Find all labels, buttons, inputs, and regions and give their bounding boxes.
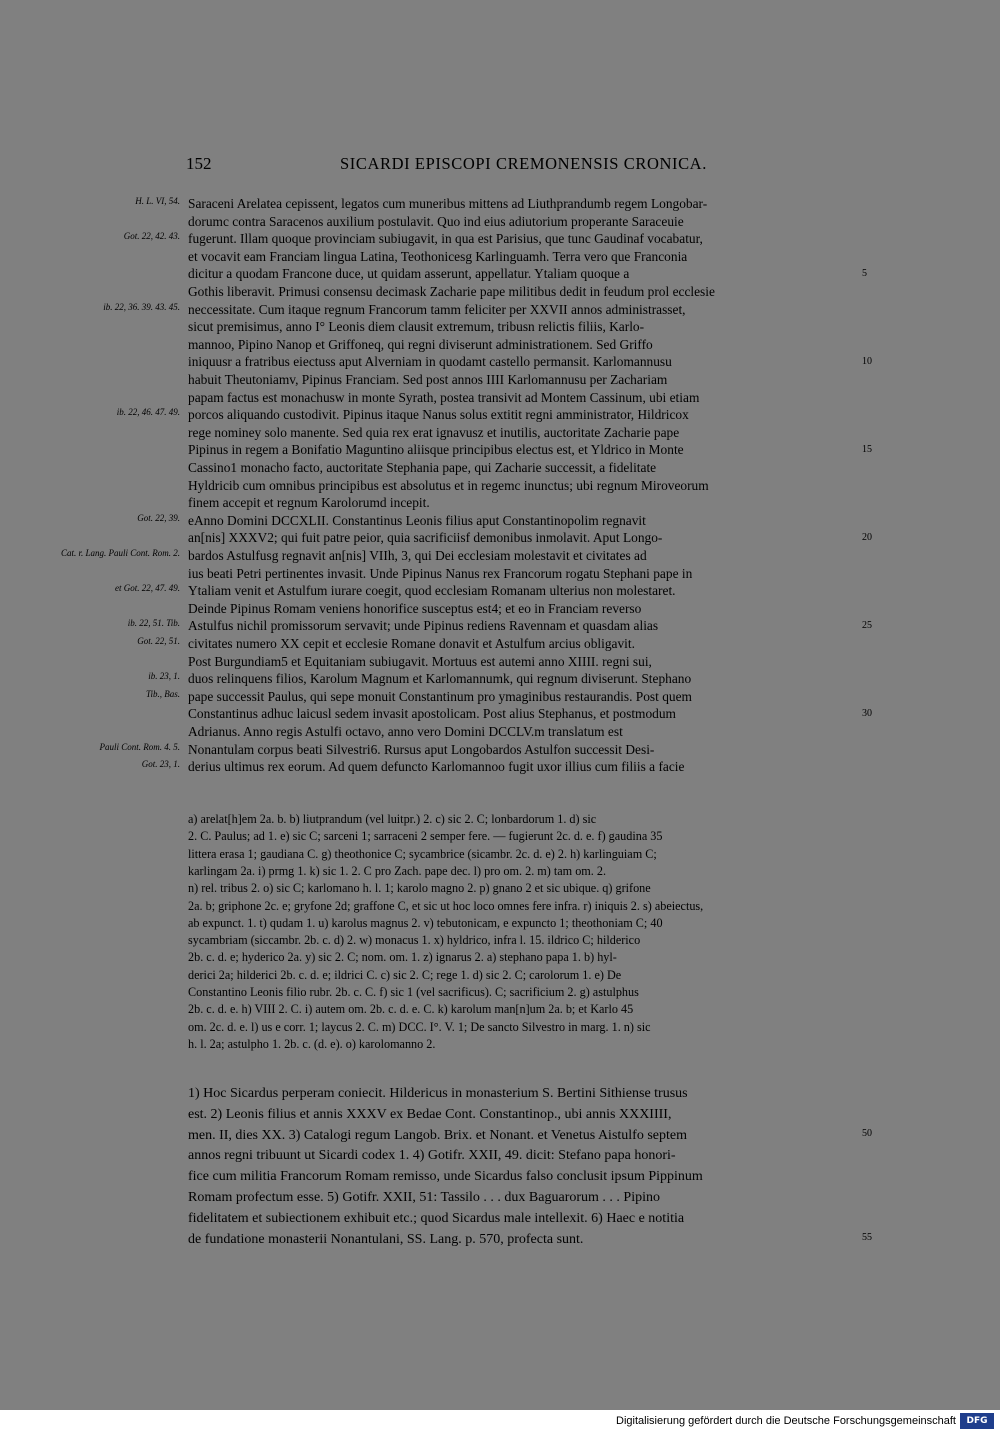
footnotes-line [0, 1166, 1000, 1187]
main_text-line [0, 406, 1000, 424]
line-text: fugerunt. Illam quoque provinciam subiugavit, in qua est Parisius, que tunc Gaudinaf vocabatur, [188, 231, 703, 247]
margin-note: ib. 23, 1. [148, 671, 180, 682]
margin-note: ib. 22, 51. Tib. [127, 618, 180, 629]
main_text-line [0, 741, 1000, 759]
line-text: est. 2) Leonis filius et annis XXXV ex Bedae Cont. Constantinop., ubi annis XXXIIII, [188, 1106, 672, 1122]
main_text-line [0, 582, 1000, 600]
line-text: papam factus est monachusw in monte Syrath, postea transivit ad Montem Cassinum, ubi etiam [188, 389, 700, 405]
main_text-line [0, 688, 1000, 706]
variants-line [0, 967, 1000, 984]
line-text: 2b. c. d. e; hyderico 2a. y) sic 2. C; nom. om. 1. z) ignarus 2. a) stephano papa 1. b) hyl- [188, 950, 617, 965]
main_text-line [0, 265, 1000, 283]
margin-note: ib. 22, 46. 47. 49. [116, 407, 180, 418]
line-text: men. II, dies XX. 3) Catalogi regum Langob. Brix. et Nonant. et Venetus Aistulfo septem [188, 1127, 687, 1143]
page-number: 152 [186, 154, 212, 173]
main_text-line [0, 389, 1000, 407]
line-text: dorumc contra Saracenos auxilium postulavit. Quo ind eius adiutorium properante Saraceuie [188, 213, 684, 229]
line-text: Constantino Leonis filio rubr. 2b. c. C. f) sic 1 (vel sacrificus). C; sacrificium 2. g) astulphus [188, 985, 639, 999]
footnotes-line [0, 1145, 1000, 1166]
line-number: 30 [862, 708, 872, 720]
line-number: 10 [862, 356, 872, 368]
line-text: annos regni tribuunt ut Sicardi codex 1. 4) Gotifr. XXII, 49. dicit: Stefano papa honori- [188, 1148, 676, 1164]
line-text: de fundatione monasterii Nonantulani, SS. Lang. p. 570, profecta sunt. [188, 1231, 584, 1247]
line-text: Pipinus in regem a Bonifatio Maguntino aliisque principibus electus est, et Yldrico in Monte [188, 442, 684, 458]
line-text: Ytaliam venit et Astulfum iurare coegit, quod ecclesiam Romanam ulterius non molestaret. [188, 583, 676, 599]
variants-line [0, 828, 1000, 845]
margin-note: Cat. r. Lang. Pauli Cont. Rom. 2. [60, 548, 180, 558]
line-text: Post Burgundiam5 et Equitaniam subiugavit. Mortuus est autemi anno XIIII. regni sui, [188, 653, 652, 669]
line-text: iniquusr a fratribus eiectuss aput Alverniam in quodamt castello permansit. Karlomannusu [188, 354, 672, 370]
variants-line [0, 984, 1000, 1001]
main_text-line [0, 600, 1000, 618]
line-text: Deinde Pipinus Romam veniens honorifice susceptus est4; et eo in Franciam reverso [188, 600, 642, 616]
margin-note: H. L. VI, 54. [135, 196, 180, 206]
footer-bar [0, 1410, 1000, 1434]
line-text: 2a. b; griphone 2c. e; gryfone 2d; graffone C, et sic ut hoc loco omnes fere infra. r) iniquis 2. s) abeiectus, [188, 898, 704, 913]
main_text-line [0, 758, 1000, 776]
line-number: 25 [862, 620, 872, 632]
main_text-line [0, 705, 1000, 723]
line-text: Constantinus adhuc laicusl sedem invasit apostolicam. Post alius Stephanus, et postmodum [188, 706, 676, 722]
line-text: Hyldricib cum omnibus principibus est absolutus et in regemc inunctus; ubi regnum Miroveorum [188, 477, 709, 493]
line-text: sicut premisimus, anno I° Leonis diem clausit extremum, tribusn relictis filiis, Karlo- [188, 319, 645, 335]
line-text: littera erasa 1; gaudiana C. g) theothonice C; sycambrice (sicambr. 2c. d. e) 2. h) karlinguiam C; [188, 846, 657, 861]
main_text-line [0, 653, 1000, 671]
main_text-line [0, 318, 1000, 336]
margin-note: Pauli Cont. Rom. 4. 5. [99, 741, 180, 752]
line-text: a) arelat[h]em 2a. b. b) liutprandum (vel luitpr.) 2. c) sic 2. C; lonbardorum 1. d) sic [188, 812, 597, 826]
line-text: fice cum militia Francorum Romam remisso, unde Sicardus falso conclusit ipsum Pippinum [188, 1169, 703, 1185]
line-text: eAnno Domini DCCXLII. Constantinus Leonis filius aput Constantinopolim regnavit [188, 512, 646, 528]
main_text-line [0, 723, 1000, 741]
footnotes-line [0, 1083, 1000, 1104]
line-text: ab expunct. 1. t) qudam 1. u) karolus magnus 2. v) tebutonicam, e expuncto 1; theothoniam C; 40 [188, 915, 663, 930]
dfg-logo: DFG [960, 1413, 994, 1429]
main_text-line [0, 565, 1000, 583]
line-text: duos relinquens filios, Karolum Magnum et Karlomannumk, qui regnum diviserunt. Stephano [188, 671, 692, 687]
variants-line [0, 932, 1000, 949]
line-text: porcos aliquando custodivit. Pipinus itaque Nanus solus extitit regni amministrator, Hildricox [188, 407, 689, 423]
line-text: 2. C. Paulus; ad 1. e) sic C; sarceni 1; sarraceni 2 semper fere. — fugierunt 2c. d. e. f) gaudina 35 [188, 829, 663, 844]
line-text: n) rel. tribus 2. o) sic C; karlomano h. l. 1; karolo magno 2. p) gnano 2 et sic ubique. q) grifone [188, 881, 651, 896]
line-text: derici 2a; hilderici 2b. c. d. e; ildrici C. c) sic 2. C; rege 1. d) sic 2. C; carolorum 1. e) De [188, 967, 622, 982]
main_text-line [0, 248, 1000, 266]
margin-note: Got. 22, 51. [137, 636, 180, 646]
line-text: Saraceni Arelatea cepissent, legatos cum muneribus mittens ad Liuthprandumb regem Longobar- [188, 196, 708, 211]
footnotes-line [0, 1104, 1000, 1125]
line-text: karlingam 2a. i) prmg 1. k) sic 1. 2. C pro Zach. pape dec. l) pro om. 2. m) tam om. 2. [188, 863, 606, 878]
line-text: om. 2c. d. e. l) us e corr. 1; laycus 2. C. m) DCC. I°. V. 1; De sancto Silvestro in marg. 1. n) sic [188, 1019, 651, 1034]
line-text: an[nis] XXXV2; qui fuit patre peior, quia sacrificiisf demonibus inmolavit. Aput Longo- [188, 530, 663, 546]
main_text-line [0, 441, 1000, 459]
main_text-line [0, 670, 1000, 688]
margin-note: Got. 22, 39. [137, 512, 180, 523]
variants-line [0, 915, 1000, 932]
main_text-line [0, 301, 1000, 319]
main_text-line [0, 529, 1000, 547]
line-number: 50 [862, 1127, 872, 1139]
line-text: bardos Astulfusg regnavit an[nis] VIIh, 3, qui Dei ecclesiam molestavit et civitates ad [188, 548, 647, 563]
variants-line [0, 1036, 1000, 1053]
line-text: neccessitate. Cum itaque regnum Francorum tamm feliciter per XXVII annos administrasset, [188, 301, 686, 317]
margin-note: ib. 22, 36. 39. 43. 45. [103, 301, 180, 312]
main_text-line [0, 283, 1000, 301]
line-text: Romam profectum esse. 5) Gotifr. XXII, 51: Tassilo . . . dux Baguarorum . . . Pipino [188, 1190, 660, 1205]
line-text: civitates numero XX cepit et ecclesie Romane donavit et Astulfum arcius obligavit. [188, 636, 635, 651]
running-title: SICARDI EPISCOPI CREMONENSIS CRONICA. [340, 154, 707, 173]
main_text-line [0, 617, 1000, 635]
variants-line [0, 1019, 1000, 1036]
main_text-line [0, 213, 1000, 231]
main_text-line [0, 459, 1000, 477]
line-text: fidelitatem et subiectionem exhibuit etc.; quod Sicardus male intellexit. 6) Haec e notitia [188, 1210, 685, 1226]
line-text: rege nominey solo manente. Sed quia rex erat ignavusz et inutilis, auctoritate Zacharie pape [188, 424, 680, 440]
variants-line [0, 1001, 1000, 1018]
line-text: Cassino1 monacho facto, auctoritate Stephania pape, qui Zacharie successit, a fidelitate [188, 460, 657, 475]
line-number: 15 [862, 444, 872, 456]
line-text: ius beati Petri pertinentes invasit. Unde Pipinus Nanus rex Francorum rogatu Stephani pape in [188, 565, 693, 581]
line-text: 2b. c. d. e. h) VIII 2. C. i) autem om. 2b. c. d. e. C. k) karolum man[n]um 2a. b; et Karlo 45 [188, 1002, 634, 1017]
variants-line [0, 898, 1000, 915]
line-number: 55 [862, 1231, 872, 1243]
main_text-line [0, 336, 1000, 354]
line-number: 5 [862, 268, 867, 280]
main_text-line [0, 477, 1000, 495]
footer-text: Digitalisierung gefördert durch die Deutsche Forschungsgemeinschaft [616, 1415, 956, 1427]
variants-line [0, 949, 1000, 966]
line-text: Gothis liberavit. Primusi consensu decimask Zacharie pape militibus dedit in feudum prol ecclesie [188, 284, 715, 299]
line-text: dicitur a quodam Francone duce, ut quidam asserunt, appellatur. Ytaliam quoque a [188, 266, 630, 282]
variants-line [0, 863, 1000, 880]
margin-note: Got. 23, 1. [141, 759, 180, 770]
main_text-line [0, 353, 1000, 371]
main_text-line [0, 512, 1000, 530]
line-text: 1) Hoc Sicardus perperam coniecit. Hildericus in monasterium S. Bertini Sithiense trusus [188, 1086, 688, 1101]
footnotes-line [0, 1208, 1000, 1229]
line-text: derius ultimus rex eorum. Ad quem defuncto Karlomannoo fugit uxor illius cum filiis a facie [188, 759, 685, 775]
margin-note: Got. 22, 42. 43. [123, 231, 180, 242]
main_text-line [0, 371, 1000, 389]
main_text-line [0, 547, 1000, 565]
main_text-line [0, 195, 1000, 213]
margin-note: et Got. 22, 47. 49. [115, 583, 180, 594]
line-text: Adrianus. Anno regis Astulfi octavo, anno vero Domini DCCLV.m translatum est [188, 724, 623, 739]
footnotes-line [0, 1229, 1000, 1250]
main_text-line [0, 424, 1000, 442]
line-text: habuit Theutoniamv, Pipinus Franciam. Sed post annos IIII Karlomannusu per Zachariam [188, 372, 668, 387]
footnotes-line [0, 1125, 1000, 1146]
line-text: et vocavit eam Franciam lingua Latina, Teothonicesg Karlinguamh. Terra vero que Franconia [188, 248, 688, 264]
line-text: finem accepit et regnum Karolorumd incepit. [188, 495, 430, 511]
variants-line [0, 880, 1000, 897]
line-text: mannoo, Pipino Nanop et Griffoneq, qui regni diviserunt administrationem. Sed Griffo [188, 336, 653, 352]
line-text: Astulfus nichil promissorum servavit; unde Pipinus rediens Ravennam et quasdam alias [188, 618, 659, 634]
main_text-line [0, 494, 1000, 512]
footnotes-line [0, 1187, 1000, 1208]
line-number: 20 [862, 532, 872, 544]
margin-note: Tib., Bas. [145, 688, 180, 699]
variants-line [0, 811, 1000, 828]
page-header [186, 154, 856, 180]
line-text: Nonantulam corpus beati Silvestri6. Rursus aput Longobardos Astulfon successit Desi- [188, 741, 655, 757]
main_text-line [0, 230, 1000, 248]
line-text: h. l. 2a; astulpho 1. 2b. c. (d. e). o) karolomanno 2. [188, 1036, 436, 1051]
variants-line [0, 846, 1000, 863]
line-text: sycambriam (siccambr. 2b. c. d) 2. w) monacus 1. x) hyldrico, infra l. 15. ildrico C; hilderico [188, 933, 641, 948]
line-text: pape successit Paulus, qui sepe monuit Constantinum pro ymaginibus restaurandis. Post quem [188, 688, 692, 704]
main_text-line [0, 635, 1000, 653]
